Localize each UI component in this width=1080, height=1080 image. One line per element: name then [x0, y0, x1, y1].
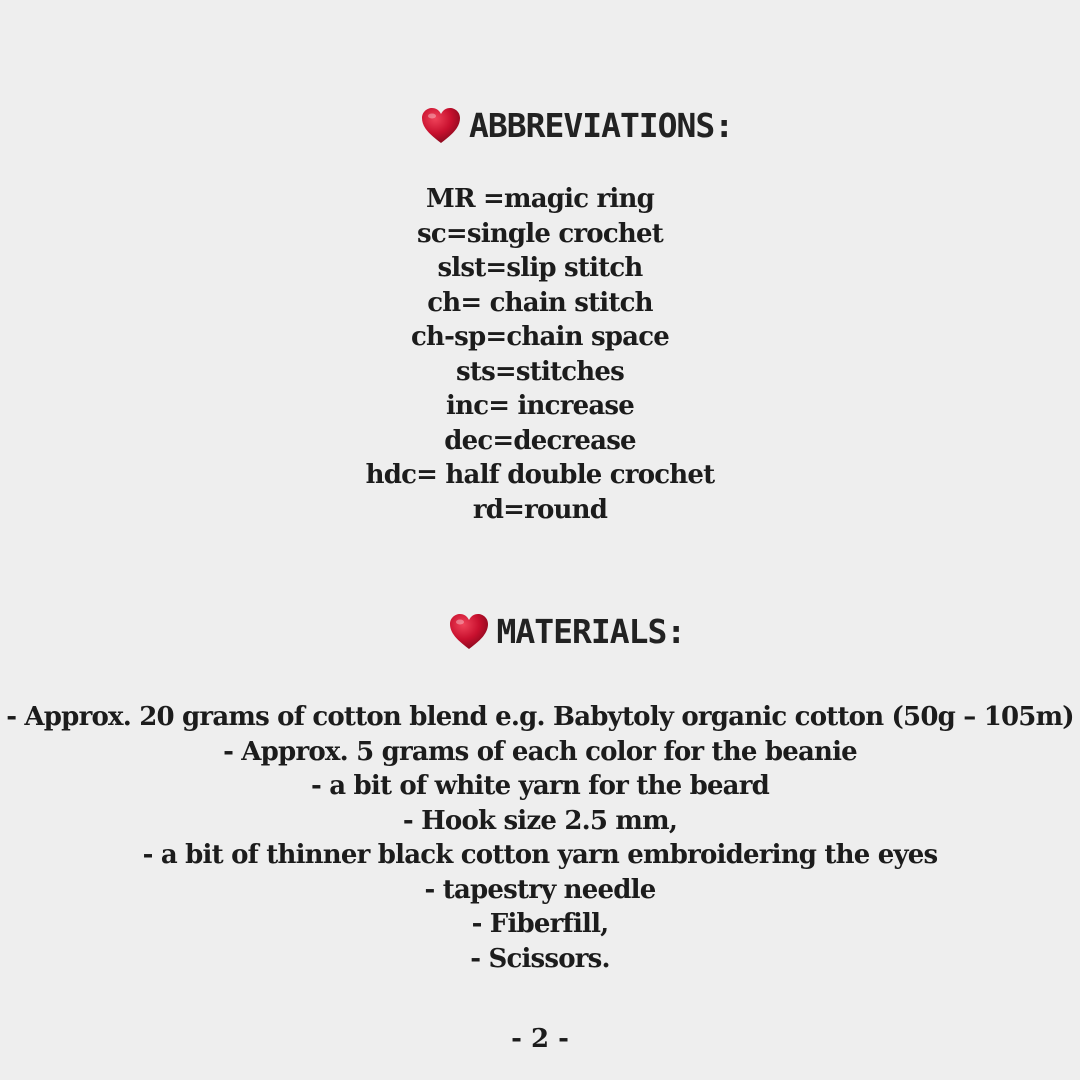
heart-icon [421, 107, 461, 145]
list-item: - Hook size 2.5 mm, [402, 805, 678, 836]
materials-list [0, 700, 1080, 976]
list-item: dec=decrease [444, 425, 636, 456]
abbreviations-title: ABBREVIATIONS: [469, 106, 734, 145]
list-item: - a bit of white yarn for the beard [310, 771, 770, 801]
materials-title: MATERIALS: [496, 612, 686, 651]
list-item: inc= increase [446, 391, 634, 421]
list-item: - a bit of thinner black cotton yarn embroidering the eyes [142, 840, 938, 870]
list-item: - tapestry needle [424, 874, 656, 905]
list-item: ch= chain stitch [427, 287, 653, 318]
list-item: slst=slip stitch [437, 253, 643, 283]
list-item: - Scissors. [470, 943, 610, 974]
list-item: rd=round [472, 494, 608, 525]
list-item: hdc= half double crochet [365, 460, 715, 490]
list-item: sts=stitches [456, 356, 624, 387]
list-item: MR =magic ring [426, 184, 654, 214]
abbreviations-heading [0, 106, 1080, 145]
list-item: - Approx. 5 grams of each color for the beanie [223, 736, 857, 767]
list-item: ch-sp=chain space [411, 322, 669, 352]
list-item: sc=single crochet [417, 218, 663, 249]
heart-icon [449, 613, 489, 651]
list-item: - Approx. 20 grams of cotton blend e.g. Babytoly organic cotton (50g – 105m) [6, 702, 1074, 732]
list-item: - Fiberfill, [471, 909, 609, 939]
materials-heading [0, 612, 1080, 651]
page-number: - 2 - [511, 1024, 569, 1054]
abbreviations-list [0, 182, 1080, 527]
